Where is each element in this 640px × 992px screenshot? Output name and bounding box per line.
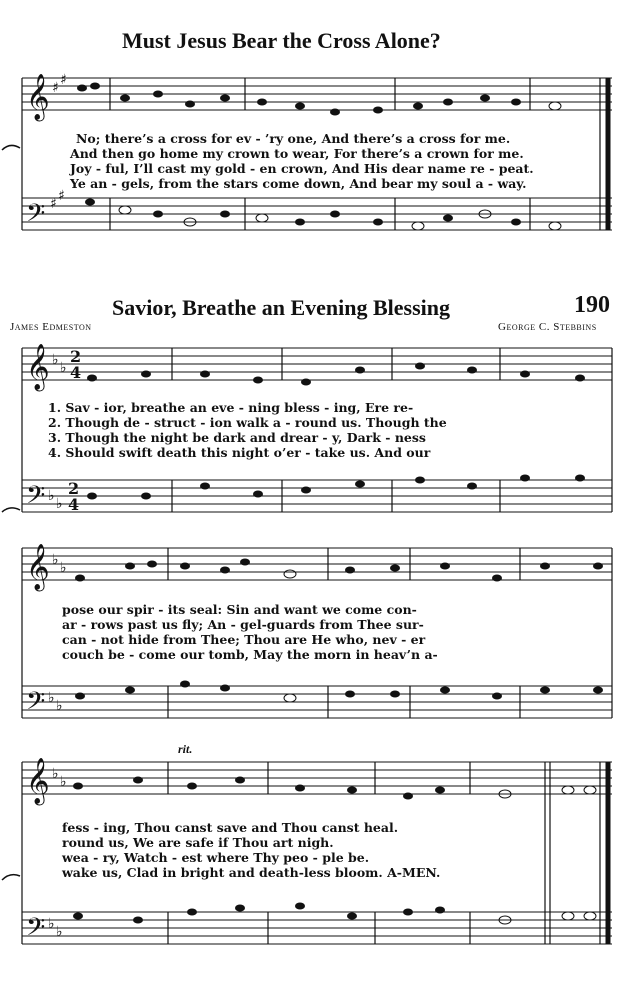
hymn2-s2-line-3: can - not hide from Thee; Thou are He who, nev - er [62,632,426,647]
hymn2-s3-bass [22,912,612,944]
bass-clef-icon: 𝄢 [26,481,46,516]
hymn1-lyric-line-2: And then go home my crown to wear, For there’s a crown for me. [70,146,524,161]
svg-text:𝄞: 𝄞 [26,544,50,590]
hymn2-s1-bass [22,480,612,512]
hymn2-s1-line-3: 3. Though the night be dark and drear - y, Dark - ness [48,430,426,445]
hymn2-title: Savior, Breathe an Evening Blessing [112,295,451,320]
svg-text:𝄞: 𝄞 [26,758,50,804]
hymn2-s3-line-4: wake us, Clad in bright and death-less bloom. A-MEN. [62,865,441,880]
svg-text:2: 2 [70,347,82,366]
hymn2-s2-bass [22,686,612,718]
svg-text:2: 2 [68,479,80,498]
svg-text:♯: ♯ [60,72,67,88]
hymn2-s2-line-2: ar - rows past us fly; An - gel-guards from Thee sur- [62,617,424,632]
hymn1-lyric-line-4: Ye an - gels, from the stars come down, And bear my soul a - way. [70,176,527,191]
hymn2-s3-treble [22,762,612,794]
hymn-number: 190 [574,292,610,318]
treble-clef-icon: 𝄞 [26,74,50,120]
svg-text:♭: ♭ [52,552,59,568]
svg-text:♭: ♭ [48,916,55,932]
hymn2-s1-line-1: 1. Sav - ior, breathe an eve - ning bless - ing, Ere re- [48,400,414,415]
hymn2-s1-line-2: 2. Though de - struct - ion walk a - round us. Though the [48,415,447,430]
svg-text:♭: ♭ [56,698,63,714]
hymn2-s3-line-1: fess - ing, Thou canst save and Thou canst heal. [62,820,399,835]
ritardando-marking: rit. [178,742,193,756]
svg-text:♭: ♭ [60,774,67,790]
hymn2-s3-line-2: round us, We are safe if Thou art nigh. [62,835,334,850]
hymn1-title: Must Jesus Bear the Cross Alone? [122,28,441,53]
svg-text:♯: ♯ [58,188,65,204]
hymn2-s2-treble [22,548,612,580]
svg-text:♭: ♭ [48,488,55,504]
svg-text:♭: ♭ [60,360,67,376]
svg-text:♭: ♭ [48,690,55,706]
svg-text:♭: ♭ [52,352,59,368]
svg-text:4: 4 [68,495,80,514]
svg-text:♭: ♭ [60,560,67,576]
svg-text:𝄢: 𝄢 [26,687,46,722]
svg-text:♭: ♭ [56,496,63,512]
composer: George C. Stebbins [498,321,597,333]
hymn2-s2-line-1: pose our spir - its seal: Sin and want we come con- [62,602,417,617]
svg-text:𝄢: 𝄢 [26,913,46,948]
hymn2-s2-line-4: couch be - come our tomb, May the morn in heav’n a- [62,647,438,662]
lyricist: James Edmeston [10,321,92,333]
bass-clef-icon: 𝄢 [26,199,46,234]
hymn1-lyric-line-3: Joy - ful, I’ll cast my gold - en crown, And His dear name re - peat. [70,161,534,176]
svg-text:4: 4 [70,363,82,382]
noteheads [73,83,603,925]
hymn1-lyric-line-1: No; there’s a cross for ev - ’ry one, And there’s a cross for me. [76,131,511,146]
treble-clef-icon: 𝄞 [26,344,50,390]
svg-text:♯: ♯ [52,80,59,96]
svg-text:♭: ♭ [52,766,59,782]
hymn2-s3-line-3: wea - ry, Watch - est where Thy peo - ple be. [62,850,370,865]
hymn2-s1-line-4: 4. Should swift death this night o’er - take us. And our [48,445,431,460]
svg-text:♭: ♭ [56,924,63,940]
svg-text:♯: ♯ [50,196,57,212]
